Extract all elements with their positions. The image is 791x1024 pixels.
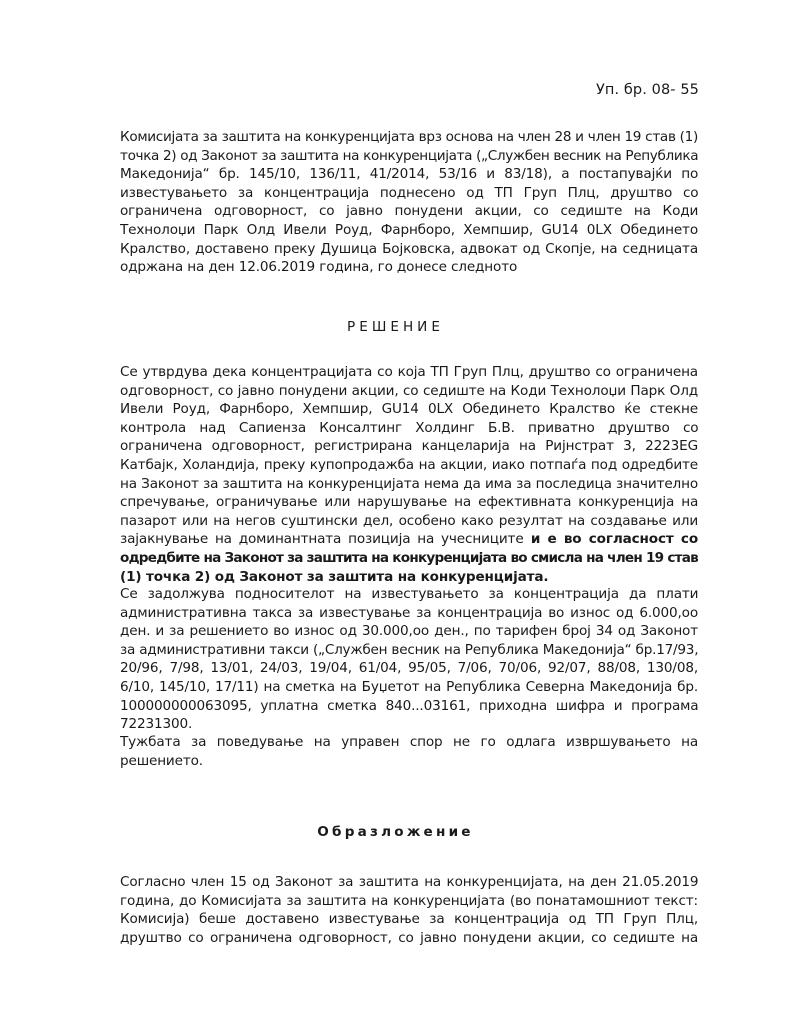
text-line-bold: (1) точка 2) од Законот за заштита на конкуренцијата.: [120, 568, 549, 585]
text-line: точка 2) од Законот за заштита на конкуренцијата („Службен весник на Република: [120, 147, 699, 164]
text-line: Комисија) беше доставено известување за концентрација од ТП Груп Плц,: [120, 911, 698, 928]
decision-heading: РЕШЕНИЕ: [347, 319, 444, 335]
text-line: Кралство, доставено преку Душица Бојковска, адвокат од Скопје, на седницата: [120, 240, 698, 257]
text-line-bold: одредбите на Законот за заштита на конкуренцијата во смисла на член 19 став: [120, 549, 698, 566]
text-line: одговорност, со јавно понудени акции, со седиште на Коди Технолоџи Парк Олд: [120, 382, 698, 399]
text-line: административна такса за известување за концентрација во износ од 6.000,оо: [120, 604, 698, 621]
reference-number: Уп. бр. 08- 55: [595, 82, 699, 98]
text-line: година, до Комисијата за заштита на конкуренцијата (во понатамошниот текст:: [120, 892, 698, 909]
intro-paragraph: [120, 128, 698, 277]
text-line: ден. и за решението во износ од 30.000,оо ден., по тарифен број 34 од Законот: [120, 623, 698, 640]
text-line: на Законот за заштита на конкуренцијата нема да има за последица значително: [120, 475, 698, 492]
text-line: Ивели Роуд, Фарнборо, Хемпшир, GU14 0LX Обединето Кралство ќе стекне: [120, 401, 698, 418]
text-line: Комисијата за заштита на конкуренцијата врз основа на член 28 и член 19 став (1): [120, 129, 698, 145]
text-line: Тужбата за поведување на управен спор не го одлага извршувањето на: [120, 734, 698, 750]
text-line: Согласно член 15 од Законот за заштита на конкуренцијата, на ден 21.05.2019: [120, 874, 699, 890]
text-line: ограничена одговорност, регистрирана канцеларија на Ријнстрат 3, 2223EG: [120, 438, 698, 455]
decision-paragraph: [120, 363, 698, 586]
text-line: решението.: [120, 752, 203, 769]
text-line: пазарот или на негов суштински дел, особено како резултат на создавање или: [120, 512, 698, 529]
text-line: 72231300.: [120, 716, 193, 733]
text-line: Катбајк, Холандија, преку купопродажба на акции, иако потпаѓа под одредбите: [120, 456, 698, 473]
text-normal: зајакнување на доминантната позиција на учесниците: [120, 531, 524, 548]
text-line: спречување, ограничување или нарушување на ефективната конкуренција на: [120, 494, 699, 511]
text-line: 6/10, 145/10, 17/11) на сметка на Буџетот на Република Северна Македонија бр.: [120, 678, 698, 695]
reasoning-heading: Образложение: [317, 824, 474, 840]
text-line: Се задолжува подносителот на известувањето за концентрација да плати: [120, 586, 699, 602]
text-line: за административни такси („Службен весник на Република Македонија“ бр.17/93,: [120, 641, 699, 658]
text-line: 100000000063095, уплатна сметка 840...03161, приходна шифра и програма: [120, 697, 699, 714]
text-line: Македонија“ бр. 145/10, 136/11, 41/2014, 53/16 и 83/18), а постапувајќи по: [120, 166, 699, 183]
text-line: друштво со ограничена одговорност, со јавно понудени акции, со седиште на: [120, 929, 698, 946]
text-line: контрола над Сапиенза Консалтинг Холдинг Б.В. приватно друштво со: [120, 419, 699, 436]
text-line: известувањето за концентрација поднесено од ТП Груп Плц, друштво со: [120, 184, 699, 201]
lawsuit-paragraph: [120, 733, 698, 770]
text-line-mixed: [120, 530, 698, 549]
text-line: одржана на ден 12.06.2019 година, го донесе следното: [120, 259, 518, 276]
text-line: Се утврдува дека концентрацијата со која ТП Груп Плц, друштво со ограничена: [120, 364, 698, 380]
text-line: ограничена одговорност, со јавно понудени акции, со седиште на Коди: [120, 203, 699, 220]
text-bold: и е во согласност со: [523, 531, 699, 548]
fee-paragraph: [120, 585, 698, 734]
text-line: Технолоџи Парк Олд Ивели Роуд, Фарнборо, Хемпшир, GU14 0LX Обединето: [120, 221, 698, 238]
text-line: 20/96, 7/98, 13/01, 24/03, 19/04, 61/04, 95/05, 7/06, 70/06, 92/07, 88/08, 130/08,: [120, 660, 698, 677]
reasoning-paragraph: [120, 873, 698, 947]
